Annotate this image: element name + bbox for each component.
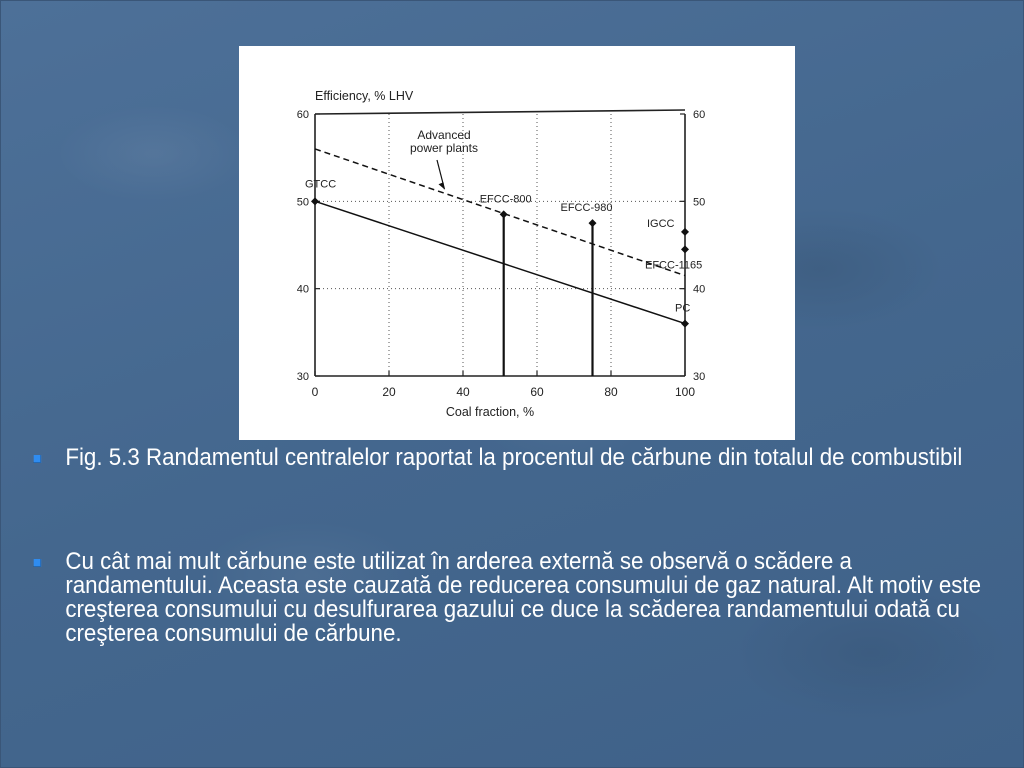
top-border [315,110,685,114]
series-line-solid [315,201,685,323]
diamond-marker [681,245,689,253]
marker-label: EFCC-1165 [645,259,703,272]
diamond-marker [311,197,319,205]
bullet-list [30,446,990,646]
x-tick-label: 0 [311,385,319,399]
x-tick-label: 40 [456,385,470,399]
series-line-dashed [315,149,685,276]
bullet-text: Cu cât mai mult cărbune este utilizat în arderea externă se observă o scădere a randamentului. Aceasta este cauzată de reducerea consumului de gaz natural. Alt motiv este creşterea consumului cu desulfurarea gazului ce duce la scăderea randamentului odată cu creşterea consumului de cărbune. [65,548,982,647]
y-axis-label: Efficiency, % LHV [315,89,414,103]
annotation-arrow-head [439,182,445,189]
marker-label: EFCC-980 [560,202,613,215]
diamond-marker [681,320,689,328]
bullet-explanation [30,550,995,646]
y-tick-label-left: 50 [296,196,309,209]
marker-label: GTCC [305,178,337,191]
bullet-text: Fig. 5.3 Randamentul centralelor raportat la procentul de cărbune din totalul de combustibil [65,444,963,471]
bullet-square-icon [34,559,41,567]
x-tick-label: 100 [674,385,696,399]
y-tick-label-right: 40 [693,283,706,296]
bullet-square-icon [34,455,41,463]
marker-label: PC [675,302,691,315]
y-tick-label-left: 60 [296,109,309,121]
annotation-text: Advanced [417,128,471,142]
x-tick-label: 80 [604,385,618,399]
x-tick-label: 60 [530,385,544,399]
efficiency-chart-figure [239,46,795,440]
diamond-marker [589,219,597,227]
y-tick-label-right: 30 [693,371,706,383]
y-tick-label-right: 60 [693,109,706,121]
efficiency-chart [239,46,795,440]
x-tick-label: 20 [382,385,396,399]
x-axis-label: Coal fraction, % [445,405,535,419]
marker-label: IGCC [647,217,675,230]
annotation-text: power plants [409,141,479,155]
marker-label: EFCC-800 [479,193,532,206]
diamond-marker [681,228,689,236]
y-tick-label-left: 30 [296,371,309,383]
diamond-marker [500,210,508,218]
y-tick-label-left: 40 [296,283,309,296]
y-tick-label-right: 50 [693,196,706,209]
bullet-figure-caption [30,446,995,470]
